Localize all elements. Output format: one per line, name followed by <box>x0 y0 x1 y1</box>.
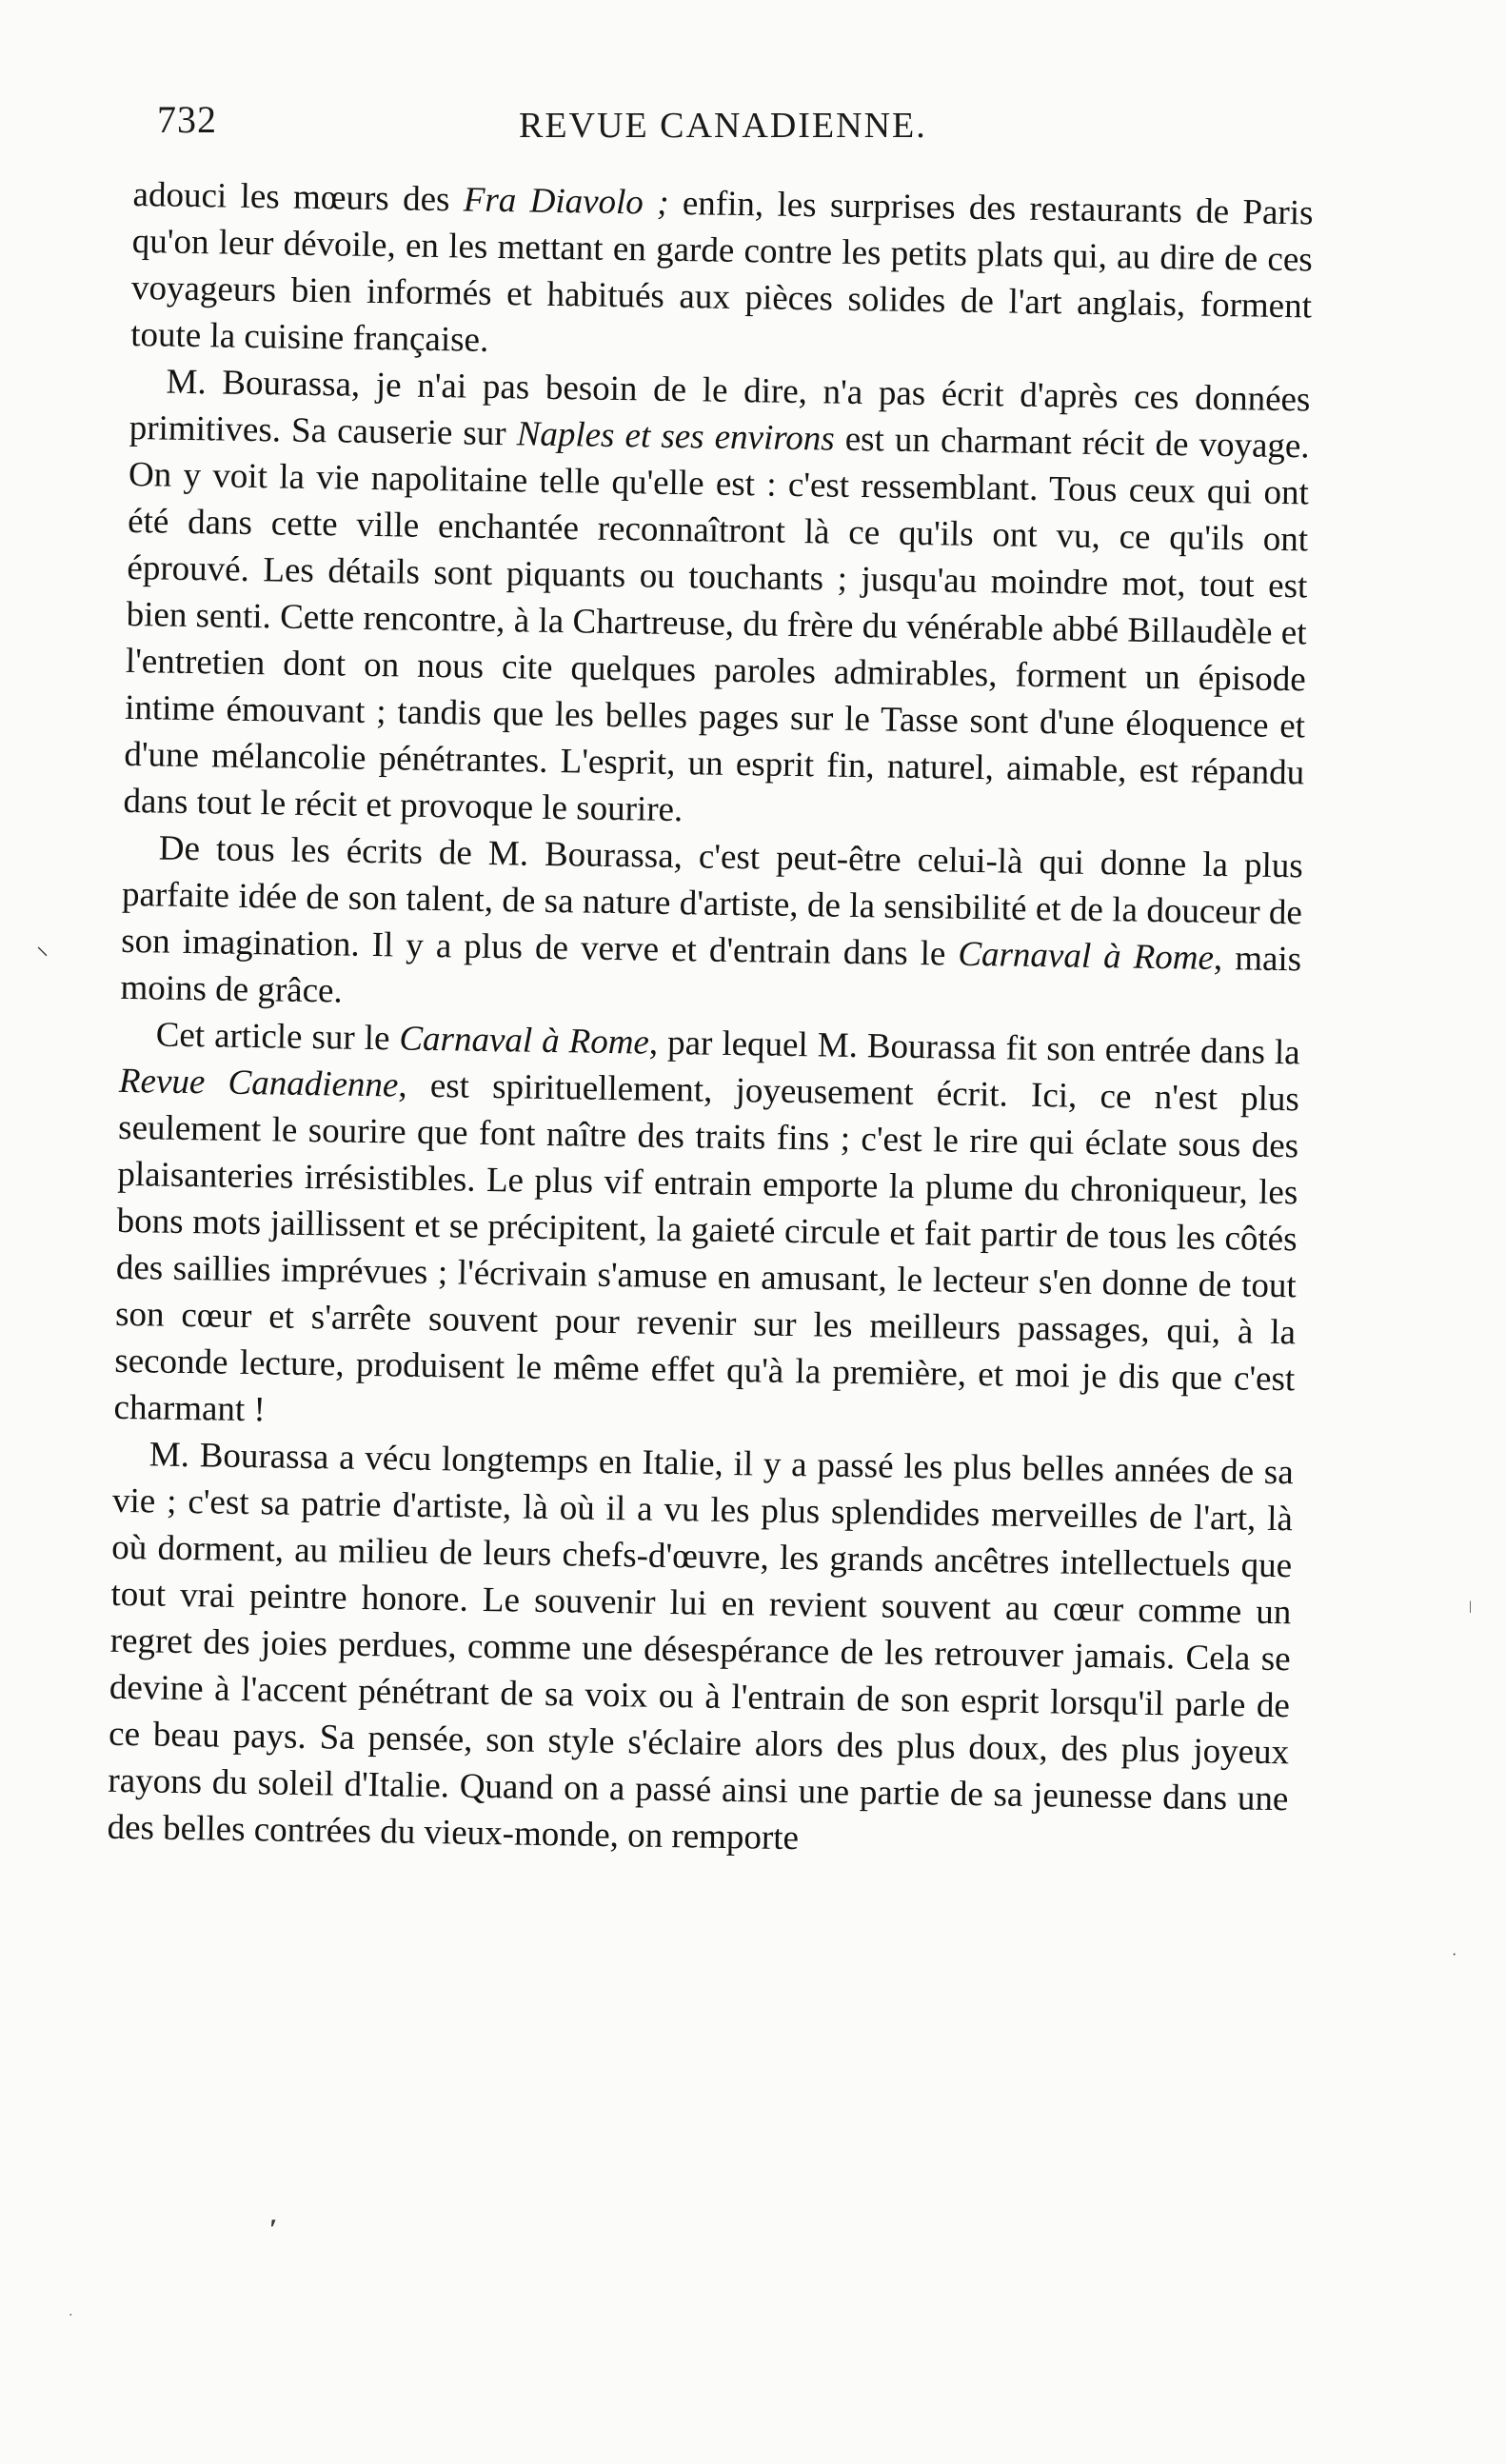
paragraph-text: adouci les mœurs des <box>132 174 465 220</box>
paragraph <box>107 1431 1294 1869</box>
paragraph-text: M. Bourassa a vécu longtemps en Italie, il y a passé les plus belles années de sa vie ; c'est sa patrie d'artiste, là où il a vu les plus splendides merveilles de l'art, là où dorment, au milieu de leurs chefs-d'œuvre, les grands ancêtres intellectuels que tout vrai peintre honore. Le souvenir lui en revient souvent au cœur comme un regret des joies perdues, comme une désespérance de les retrouver jamais. Cela se devine à l'accent pénétrant de sa voix ou à l'entrain de son esprit lorsqu'il parle de ce beau pays. Sa pensée, son style s'éclaire alors des plus doux, des plus joyeux rayons du soleil d'Italie. Quand on a passé ainsi une partie de sa jeunesse dans une des belles contrées du vieux-monde, on remporte <box>107 1435 1295 1858</box>
scan-speck: · <box>69 2309 73 2323</box>
paragraph-text: , mais moins de grâce. <box>120 938 1302 1011</box>
paragraph-text: , est spirituellement, joyeusement écrit. Ici, ce n'est plus seulement le sourire que font naître des traits fins ; c'est le rire qui éclate sous des plaisanteries irrésistibles. Le plus vif entrain emporte la plume du chroniqueur, les bons mots jaillissent et se précipitent, la gaieté circule et fait partir de tous les côtés des saillies imprévues ; l'écrivain s'amuse en amusant, le lecteur s'en donne de tout son cœur et s'arrête souvent pour revenir sur les meilleurs passages, qui, à la seconde lecture, produisent le même effet qu'à la première, et moi je dis que c'est charmant ! <box>113 1065 1300 1430</box>
paragraph-text: Cet article sur le <box>155 1015 400 1059</box>
italic-title: Revue Canadienne <box>118 1061 399 1105</box>
body-text <box>107 171 1314 1869</box>
italic-title: Carnaval à Rome <box>958 934 1215 978</box>
page-number: 732 <box>157 98 217 141</box>
page-header <box>157 97 1299 154</box>
paragraph-text: M. Bourassa, je n'ai pas besoin de le dire, n'a pas écrit d'après ces données primitives. Sa causerie sur <box>129 362 1311 454</box>
scan-speck: ⸌ <box>36 943 50 970</box>
scan-speck: | <box>1469 1600 1472 1614</box>
paragraph <box>120 825 1303 1029</box>
paragraph-text: enfin, les surprises des restaurants de Paris qu'on leur dévoile, en les mettant en garde contre les petits plats qui, au dire de ces voyageurs bien informés et habitués aux pièces solides de l'art anglais, forment toute la cuisine française. <box>129 183 1314 360</box>
paragraph-text: De tous les écrits de M. Bourassa, c'est peut-être celui-là qui donne la plus parfaite idée de son talent, de sa nature d'artiste, de la sensibilité et de la douceur de son imagination. Il y a plus de verve et d'entrain dans le <box>120 828 1304 974</box>
paragraph <box>130 171 1314 376</box>
paragraph <box>113 1011 1300 1449</box>
scan-speck: ʹ <box>269 2214 278 2245</box>
paragraph-text: , par lequel M. Bourassa fit son entrée dans la <box>648 1023 1300 1073</box>
scan-speck: · <box>1452 1947 1457 1963</box>
italic-title: Carnaval à Rome <box>399 1019 650 1063</box>
italic-title: Fra Diavolo ; <box>463 180 669 223</box>
paragraph <box>123 358 1311 843</box>
italic-title: Naples et ses environs <box>516 414 836 459</box>
paragraph-text: est un charmant récit de voyage. On y voit la vie napolitaine telle qu'elle est : c'est ressemblant. Tous ceux qui ont été dans cette ville enchantée reconnaîtront là ce qu'ils ont vu, ce qu'ils ont éprouvé. Les détails sont piquants ou touchants ; jusqu'au moindre mot, tout est bien senti. Cette rencontre, à la Chartreuse, du frère du vénérable abbé Billaudèle et l'entretien dont on nous cite quelques paroles admirables, forment un épisode intime émouvant ; tandis que les belles pages sur le Tasse sont d'une éloquence et d'une mélancolie pénétrantes. L'esprit, un esprit fin, naturel, aimable, est répandu dans tout le récit et provoque le sourire. <box>123 419 1310 830</box>
running-title: REVUE CANADIENNE. <box>519 106 927 146</box>
